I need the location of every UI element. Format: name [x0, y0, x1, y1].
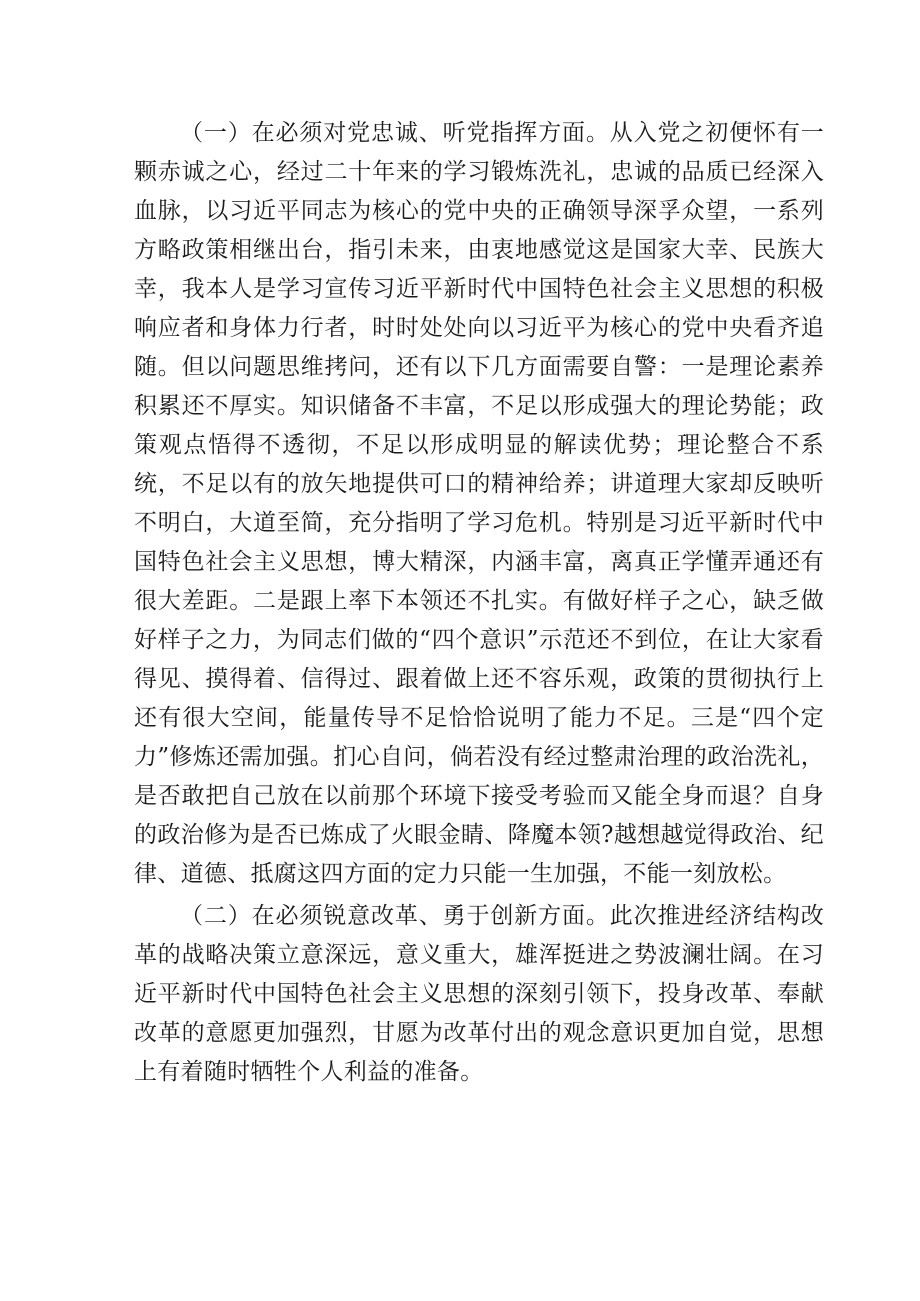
paragraph-loyalty: （一）在必须对党忠诚、听党指挥方面。从入党之初便怀有一颗赤诚之心，经过二十年来的学习锻炼洗礼，忠诚的品质已经深入血脉，以习近平同志为核心的党中央的正确领导深孚众望，一系列方略政策相继出台，指引未来，由衷地感觉这是国家大幸、民族大幸，我本人是学习宣传习近平新时代中国特色社会主义思想的积极响应者和身体力行者，时时处处向以习近平为核心的党中央看齐追随。但以问题思维拷问，还有以下几方面需要自警：一是理论素养积累还不厚实。知识储备不丰富，不足以形成强大的理论势能；政策观点悟得不透彻，不足以形成明显的解读优势；理论整合不系统，不足以有的放矢地提供可口的精神给养；讲道理大家却反映听不明白，大道至简，充分指明了学习危机。特别是习近平新时代中国特色社会主义思想，博大精深，内涵丰富，离真正学懂弄通还有很大差距。二是跟上率下本领还不扎实。有做好样子之心，缺乏做好样子之力，为同志们做的“四个意识”示范还不到位，在让大家看得见、摸得着、信得过、跟着做上还不容乐观，政策的贯彻执行上还有很大空间，能量传导不足恰恰说明了能力不足。三是“四个定力”修炼还需加强。扪心自问，倘若没有经过整肃治理的政治洗礼，是否敢把自己放在以前那个环境下接受考验而又能全身而退？自身的政治修为是否已炼成了火眼金睛、降魔本领?越想越觉得政治、纪律、道德、抵腐这四方面的定力只能一生加强，不能一刻放松。	[134, 120, 824, 887]
document-body	[134, 114, 824, 1092]
paragraph-reform: （二）在必须锐意改革、勇于创新方面。此次推进经济结构改革的战略决策立意深远，意义重大，雄浑挺进之势波澜壮阔。在习近平新时代中国特色社会主义思想的深刻引领下，投身改革、奉献改革的意愿更加强烈，甘愿为改革付出的观念意识更加自觉，思想上有着随时牺牲个人利益的准备。	[134, 903, 824, 1085]
